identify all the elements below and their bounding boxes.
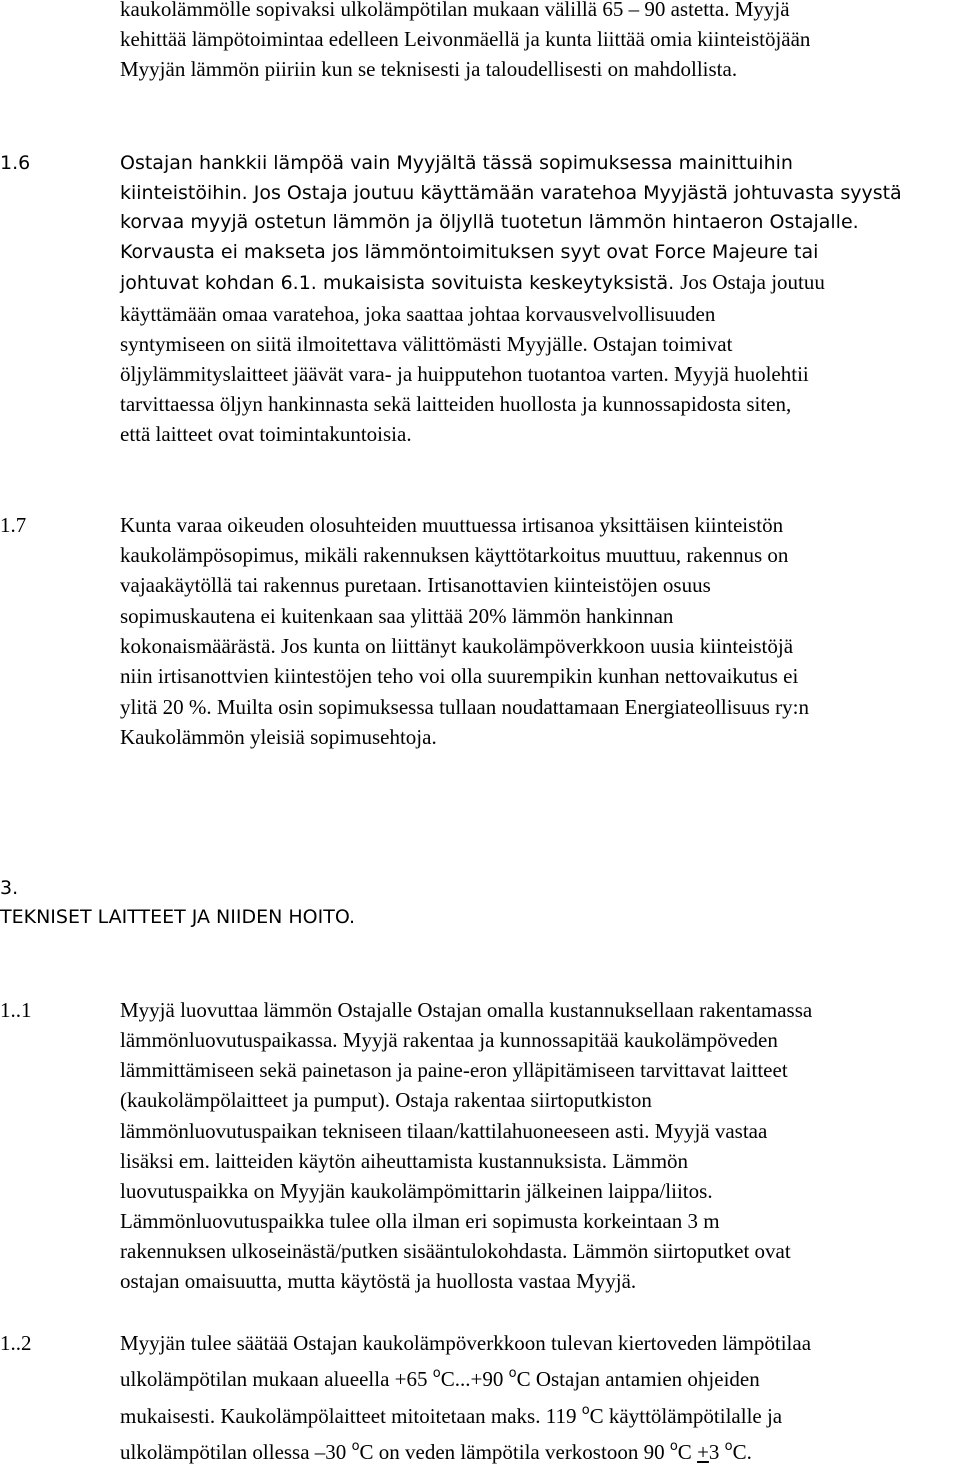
section-1-7-line: Kaukolämmön yleisiä sopimusehtoja. bbox=[120, 725, 437, 749]
text-fragment: kiinteistöihin. bbox=[120, 182, 248, 204]
chapter-number: 3. bbox=[0, 877, 19, 899]
degree-symbol: o bbox=[669, 1439, 678, 1454]
intro-line-3: Myyjän lämmön piiriin kun se teknisesti ja taloudellisesti on mahdollista. bbox=[120, 57, 738, 81]
section-1-7-line: kaukolämpösopimus, mikäli rakennuksen käyttötarkoitus muuttuu, rakennus on bbox=[120, 543, 789, 567]
section-1-7-line: vajaakäytöllä tai rakennus puretaan. Irtisanottavien kiinteistöjen osuus bbox=[120, 573, 711, 597]
text-fragment: 3 bbox=[708, 1440, 725, 1464]
text-fragment: syntymiseen on siitä ilmoitettava välittömästi Myyjälle. bbox=[120, 332, 588, 356]
text-fragment: C. bbox=[732, 1440, 752, 1464]
text-fragment: mukaisesti. Kaukolämpölaitteet mitoitetaan maks. 119 bbox=[120, 1404, 582, 1428]
section-1-6-line: korvaa myyjä ostetun lämmön ja öljyllä tuotetun lämmön hintaeron Ostajalle. bbox=[120, 211, 859, 233]
section-1-1-line: luovutuspaikka on Myyjän kaukolämpömittarin jälkeinen laippa/liitos. bbox=[120, 1179, 713, 1203]
section-1-7-line: kokonaismäärästä. Jos kunta on liittänyt kaukolämpöverkkoon uusia kiinteistöjä bbox=[120, 634, 794, 658]
section-1-1-line: (kaukolämpölaitteet ja pumput). Ostaja rakentaa siirtoputkiston bbox=[120, 1088, 652, 1112]
text-fragment: Jos Ostaja joutuu käyttämään varatehoa Myyjästä johtuvasta syystä bbox=[253, 182, 902, 204]
section-1-6-line: tarvittaessa öljyn hankinnasta sekä laitteiden huollosta ja kunnossapidosta siten, bbox=[120, 392, 792, 416]
section-1-6-line: käyttämään omaa varatehoa, joka saattaa johtaa korvausvelvollisuuden bbox=[120, 302, 716, 326]
degree-symbol: o bbox=[351, 1439, 360, 1454]
text-fragment: Jos Ostaja joutuu bbox=[680, 270, 825, 294]
text-fragment: ulkolämpötilan ollessa –30 bbox=[120, 1440, 352, 1464]
text-fragment: ulkolämpötilan mukaan alueella +65 bbox=[120, 1367, 433, 1391]
degree-symbol: o bbox=[724, 1439, 733, 1454]
section-1-1-line: ostajan omaisuutta, mutta käytöstä ja huollosta vastaa Myyjä. bbox=[120, 1269, 637, 1293]
text-fragment: C Ostajan antamien ohjeiden bbox=[516, 1367, 760, 1391]
section-1-7-line: Kunta varaa oikeuden olosuhteiden muuttuessa irtisanoa yksittäisen kiinteistön bbox=[120, 513, 784, 537]
text-fragment: C bbox=[677, 1440, 698, 1464]
section-1-6-line bbox=[120, 359, 809, 389]
section-1-2-line bbox=[120, 1401, 782, 1435]
section-1-1-line: rakennuksen ulkoseinästä/putken sisääntulokohdasta. Lämmön siirtoputket ovat bbox=[120, 1239, 791, 1263]
section-number-1-7: 1.7 bbox=[0, 513, 27, 537]
chapter-title: TEKNISET LAITTEET JA NIIDEN HOITO. bbox=[0, 906, 356, 928]
section-1-1-line: lämmönluovutuspaikassa. Myyjä rakentaa ja kunnossapitää kaukolämpöveden bbox=[120, 1028, 778, 1052]
degree-symbol: o bbox=[581, 1403, 590, 1418]
text-fragment: C...+90 bbox=[440, 1367, 509, 1391]
section-1-1-line: lisäksi em. laitteiden käytön aiheuttamista kustannuksista. Lämmön bbox=[120, 1149, 689, 1173]
section-1-6-line: Ostajan hankkii lämpöä vain Myyjältä tässä sopimuksessa mainittuihin bbox=[120, 152, 793, 174]
section-1-2-line: Myyjän tulee säätää Ostajan kaukolämpöverkkoon tulevan kiertoveden lämpötilaa bbox=[120, 1331, 812, 1355]
section-1-7-line: ylitä 20 %. Muilta osin sopimuksessa tullaan noudattamaan Energiateollisuus ry:n bbox=[120, 695, 810, 719]
intro-line-2: kehittää lämpötoimintaa edelleen Leivonmäellä ja kunta liittää omia kiinteistöjään bbox=[120, 27, 811, 51]
section-1-6-line bbox=[120, 267, 825, 298]
section-1-2-line bbox=[120, 1437, 752, 1471]
intro-line-1: kaukolämmölle sopivaksi ulkolämpötilan mukaan välillä 65 – 90 astetta. Myyjä bbox=[120, 0, 790, 21]
text-fragment: Ostajan toimivat bbox=[593, 332, 733, 356]
section-number-1-1: 1..1 bbox=[0, 998, 32, 1022]
text-fragment: öljylämmityslaitteet jäävät vara- ja huipputehon tuotantoa varten. bbox=[120, 362, 669, 386]
section-number-1-6: 1.6 bbox=[0, 152, 31, 174]
text-fragment: johtuvat kohdan 6.1. mukaisista sovituista keskeytyksistä. bbox=[120, 272, 675, 294]
text-fragment: C käyttölämpötilalle ja bbox=[589, 1404, 783, 1428]
section-1-1-line: Myyjä luovuttaa lämmön Ostajalle Ostajan omalla kustannuksellaan rakentamassa bbox=[120, 998, 813, 1022]
section-1-1-line: Lämmönluovutuspaikka tulee olla ilman eri sopimusta korkeintaan 3 m bbox=[120, 1209, 720, 1233]
section-1-6-line bbox=[120, 178, 902, 208]
section-number-1-2: 1..2 bbox=[0, 1331, 32, 1355]
section-1-2-line bbox=[120, 1364, 760, 1398]
degree-symbol: o bbox=[508, 1366, 517, 1381]
section-1-6-line bbox=[120, 329, 732, 359]
section-1-7-line: sopimuskautena ei kuitenkaan saa ylittää 20% lämmön hankinnan bbox=[120, 604, 674, 628]
section-1-6-line: Korvausta ei makseta jos lämmöntoimituksen syyt ovat Force Majeure tai bbox=[120, 241, 819, 263]
degree-symbol: o bbox=[432, 1366, 441, 1381]
section-1-6-line: että laitteet ovat toimintakuntoisia. bbox=[120, 422, 412, 446]
section-1-1-line: lämmittämiseen sekä painetason ja paine-eron ylläpitämiseen tarvittavat laitteet bbox=[120, 1058, 788, 1082]
section-1-7-line: niin irtisanottvien kiintestöjen teho voi olla suurempikin kunhan nettovaikutus ei bbox=[120, 664, 799, 688]
text-fragment: C on veden lämpötila verkostoon 90 bbox=[359, 1440, 670, 1464]
section-1-1-line: lämmönluovutuspaikan tekniseen tilaan/kattilahuoneeseen asti. Myyjä vastaa bbox=[120, 1119, 768, 1143]
plus-minus-sign: + bbox=[697, 1440, 709, 1464]
text-fragment: Myyjä huolehtii bbox=[674, 362, 809, 386]
